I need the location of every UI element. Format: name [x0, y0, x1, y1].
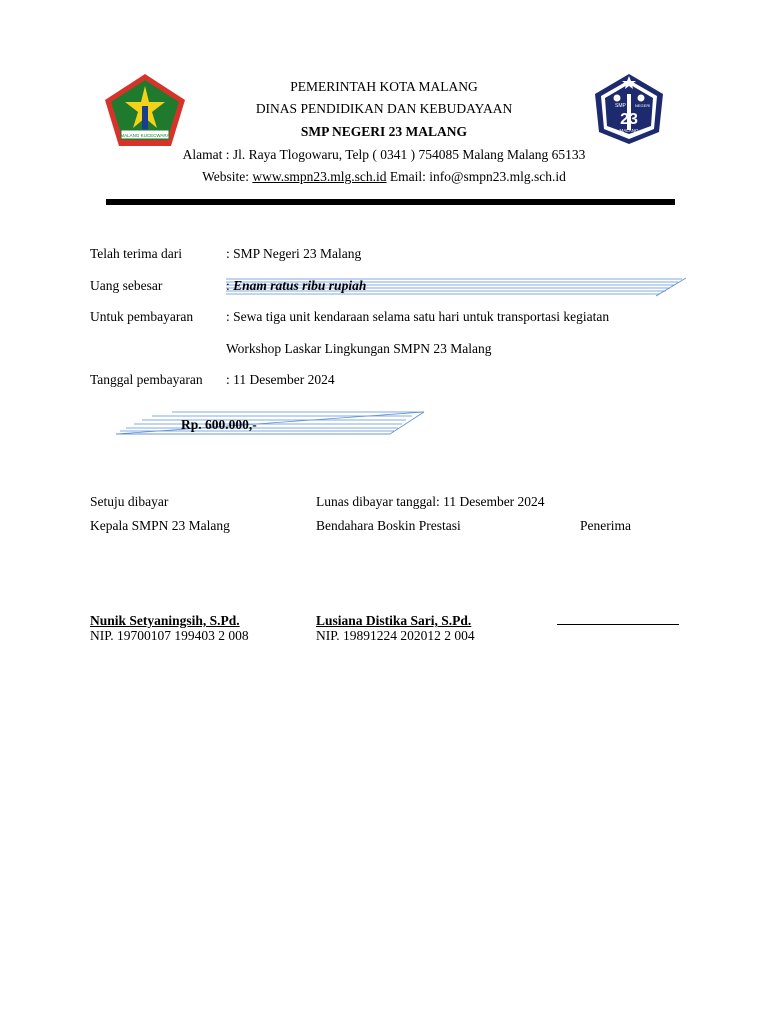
- approve-label: Setuju dibayar: [90, 494, 169, 509]
- receiver-signature-line: [557, 624, 679, 625]
- paid-name: Lusiana Distika Sari, S.Pd.: [316, 613, 472, 628]
- government-line: PEMERINTAH KOTA MALANG: [290, 79, 478, 94]
- paid-nip: NIP. 19891224 202012 2 004: [316, 628, 475, 643]
- address-line: Alamat : Jl. Raya Tlogowaru, Telp ( 0341 ) 754085 Malang Malang 65133: [182, 147, 586, 162]
- email-text: Email: info@smpn23.mlg.sch.id: [386, 169, 566, 184]
- approve-title: Kepala SMPN 23 Malang: [90, 518, 230, 533]
- website-label: Website:: [202, 169, 253, 184]
- amount-figure: Rp. 600.000,-: [181, 417, 257, 432]
- left-logo-text: MALANG KUCECWARA: [120, 133, 170, 138]
- amount-colon: :: [226, 278, 234, 293]
- amount-label: Uang sebesar: [90, 278, 163, 293]
- amount-words: Enam ratus ribu rupiah: [233, 278, 367, 293]
- right-logo-number: 23: [620, 111, 638, 128]
- paid-title: Bendahara Boskin Prestasi: [316, 518, 461, 533]
- paid-label: Lunas dibayar tanggal: 11 Desember 2024: [316, 494, 545, 509]
- payment-date-label: Tanggal pembayaran: [90, 372, 203, 387]
- letterhead-divider: [106, 199, 675, 205]
- payment-date-value: : 11 Desember 2024: [226, 372, 335, 387]
- purpose-label: Untuk pembayaran: [90, 309, 194, 324]
- receiver-title: Penerima: [580, 518, 631, 533]
- received-from-label: Telah terima dari: [90, 246, 183, 261]
- school-name: SMP NEGERI 23 MALANG: [300, 124, 468, 139]
- contact-line: [0, 169, 768, 185]
- received-from-value: : SMP Negeri 23 Malang: [226, 246, 362, 261]
- website-link[interactable]: www.smpn23.mlg.sch.id: [252, 169, 387, 184]
- department-line: DINAS PENDIDIKAN DAN KEBUDAYAAN: [255, 101, 513, 116]
- right-logo-smp: SMP: [615, 103, 626, 109]
- purpose-value-line1: : Sewa tiga unit kendaraan selama satu hari untuk transportasi kegiatan: [226, 309, 610, 324]
- right-logo-negeri: NEGERI: [635, 103, 651, 108]
- approve-nip: NIP. 19700107 199403 2 008: [90, 628, 249, 643]
- amount-words-row: [226, 278, 366, 294]
- purpose-value-line2: Workshop Laskar Lingkungan SMPN 23 Malang: [226, 341, 492, 356]
- right-logo-city: MALANG: [619, 128, 639, 133]
- amount-figure-box: [112, 410, 428, 438]
- approve-name: Nunik Setyaningsih, S.Pd.: [90, 613, 240, 628]
